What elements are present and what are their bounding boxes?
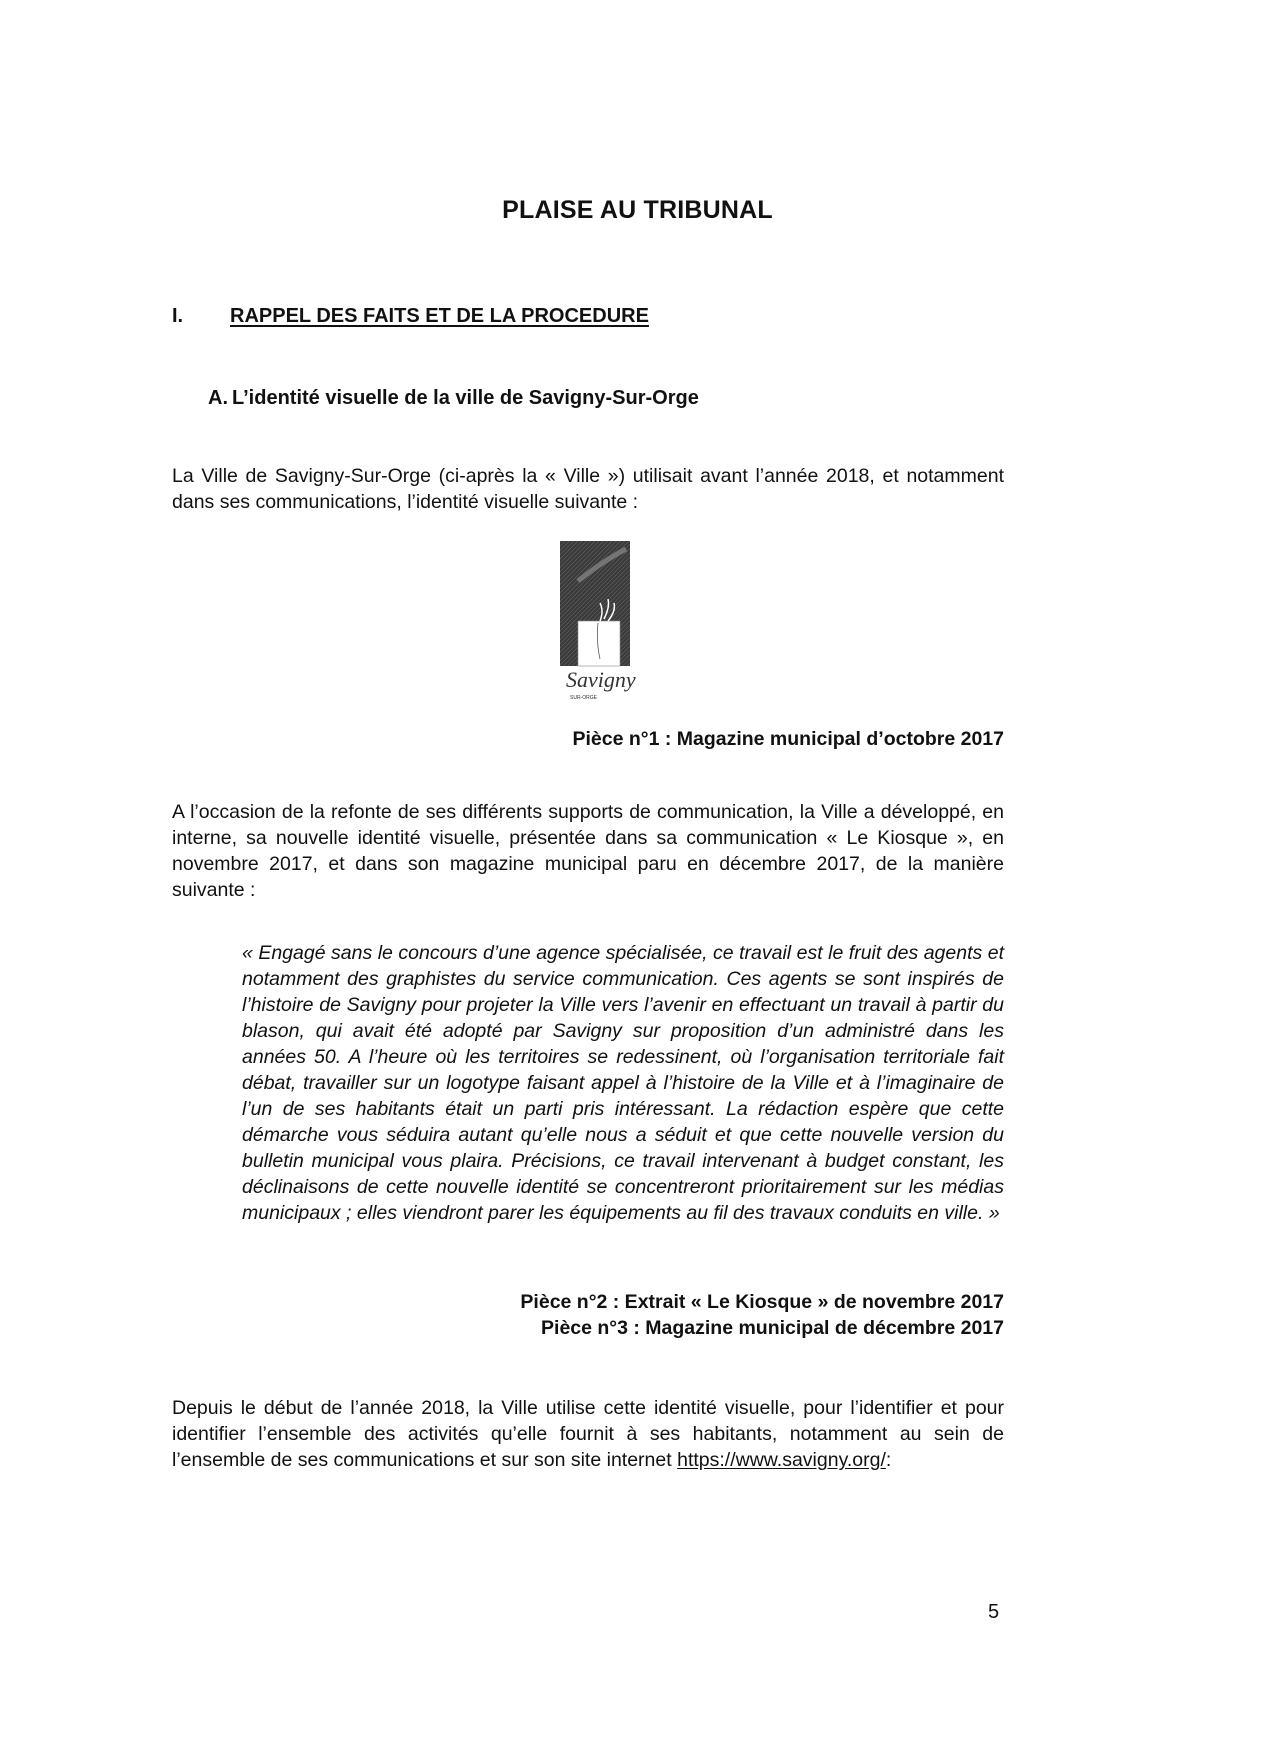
logo-text: Savigny [566, 667, 636, 692]
page-title: PLAISE AU TRIBUNAL [502, 196, 773, 224]
subsection-heading [208, 387, 699, 410]
logo-subtext: SUR-ORGE [570, 695, 597, 701]
subsection-number: A. [208, 387, 228, 409]
paragraph-since-2018 [172, 1395, 1004, 1473]
link-suffix: : [885, 1449, 892, 1471]
section-number: I. [172, 305, 184, 327]
savigny-logo-icon [548, 541, 658, 706]
page-number: 5 [988, 1601, 1000, 1623]
paragraph-refonte: A l’occasion de la refonte de ses différents supports de communication, la Ville a développé, en interne, sa nouvelle identité visuelle, présentée dans sa communication « Le Kiosque », en novembre 2017, et dans son magazine municipal paru en décembre 2017, de la manière suivante : [172, 801, 1004, 901]
piece-2-reference: Pièce n°2 : Extrait « Le Kiosque » de novembre 2017 [520, 1291, 1004, 1313]
quote-block: « Engagé sans le concours d’une agence spécialisée, ce travail est le fruit des agents et notamment des graphistes du service communication. Ces agents se sont inspirés de l’histoire de Savigny pour projeter la Ville vers l’avenir en effectuant un travail à partir du blason, qui avait été adopté par Savigny sur proposition d’un administré dans les années 50. A l’heure où les territoires se redessinent, où l’organisation territoriale fait débat, travailler sur un logotype faisant appel à l’histoire de la Ville et à l’imaginaire de l’un de ses habitants était un parti pris intéressant. La rédaction espère que cette démarche vous séduira autant qu’elle nous a séduit et que cette nouvelle version du bulletin municipal vous plaira. Précisions, ce travail intervenant à budget constant, les déclinaisons de cette nouvelle identité se concentreront prioritairement sur les médias municipaux ; elles viendront parer les équipements au fil des travaux conduits en ville. » [242, 942, 1004, 1224]
website-link[interactable]: https://www.savigny.org/ [677, 1449, 886, 1471]
section-title: RAPPEL DES FAITS ET DE LA PROCEDURE [230, 305, 649, 327]
piece-1-reference: Pièce n°1 : Magazine municipal d’octobre 2017 [572, 728, 1004, 750]
piece-3-reference: Pièce n°3 : Magazine municipal de décembre 2017 [541, 1317, 1004, 1339]
section-heading [172, 305, 649, 328]
paragraph-since-2018-text: Depuis le début de l’année 2018, la Ville utilise cette identité visuelle, pour l’identifier et pour identifier l’ensemble des activités qu’elle fournit à ses habitants, notamment au sein de l’ensemble de ses communications et sur son site internet [172, 1397, 1004, 1471]
paragraph-intro: La Ville de Savigny-Sur-Orge (ci-après la « Ville ») utilisait avant l’année 2018, et notamment dans ses communications, l’identité visuelle suivante : [172, 465, 1004, 513]
subsection-title: L’identité visuelle de la ville de Savigny-Sur-Orge [232, 387, 699, 409]
